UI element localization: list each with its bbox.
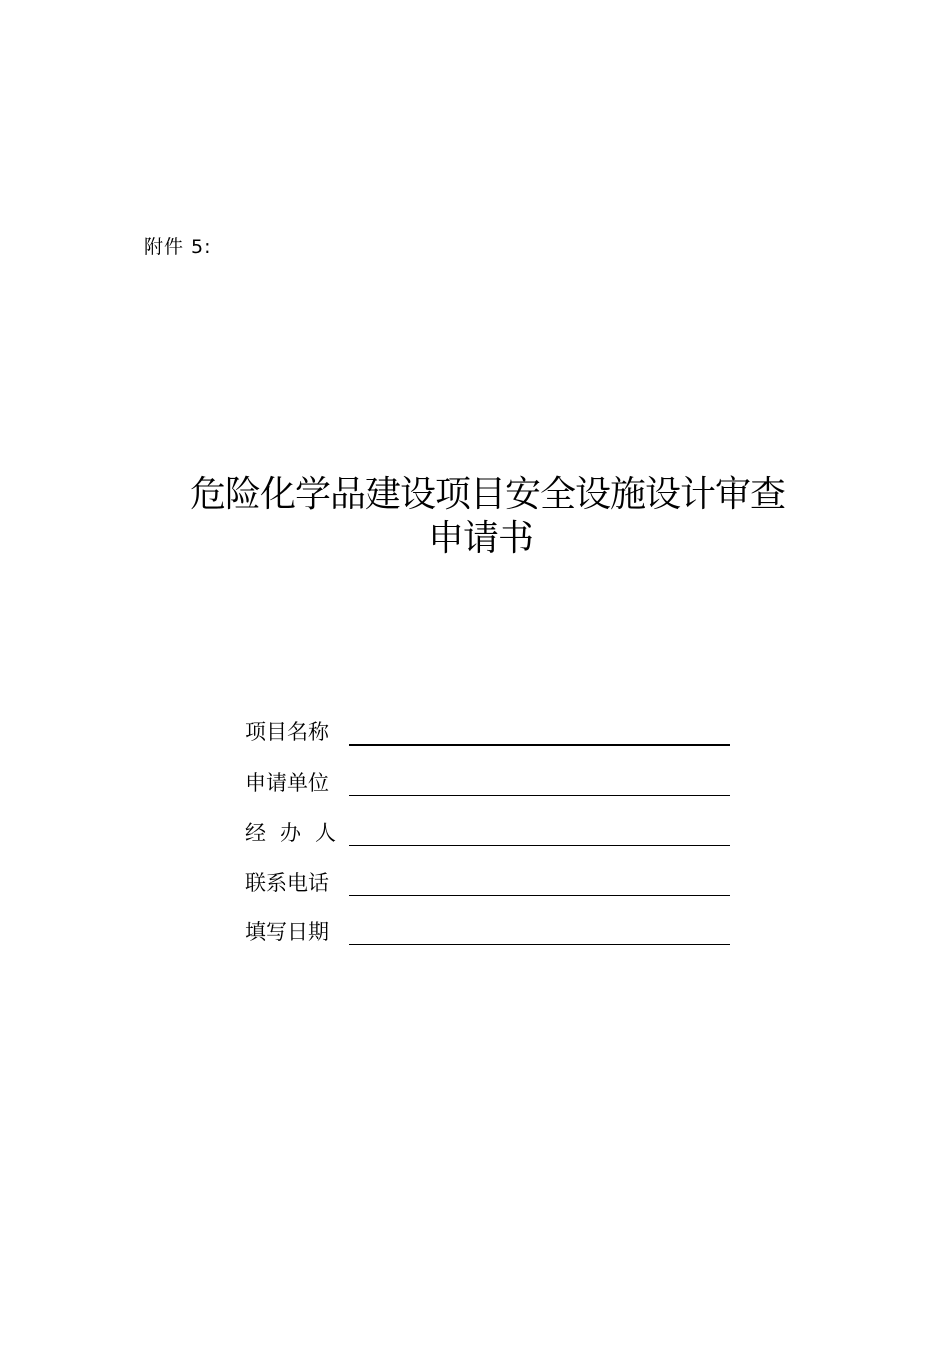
document-title: 危险化学品建设项目安全设施设计审查 <box>190 474 786 515</box>
applicant-unit-input-line[interactable] <box>349 795 730 796</box>
fill-date-input-line[interactable] <box>349 944 730 945</box>
contact-phone-input-line[interactable] <box>349 895 730 896</box>
handler-input-line[interactable] <box>349 845 730 846</box>
project-name-field[interactable] <box>245 718 735 748</box>
handler-field[interactable] <box>245 819 735 849</box>
attachment-label: 附件 5: <box>144 236 212 258</box>
document-title-continued: 申请书 <box>428 518 534 559</box>
applicant-unit-label: 申请单位 <box>245 771 329 795</box>
contact-phone-label: 联系电话 <box>245 871 329 895</box>
contact-phone-field[interactable] <box>245 869 735 899</box>
fill-date-field[interactable] <box>245 918 735 948</box>
fill-date-label: 填写日期 <box>245 920 329 944</box>
handler-label: 经办人 <box>245 821 350 845</box>
applicant-unit-field[interactable] <box>245 769 735 799</box>
project-name-input-line[interactable] <box>349 744 730 746</box>
project-name-label: 项目名称 <box>245 720 329 744</box>
